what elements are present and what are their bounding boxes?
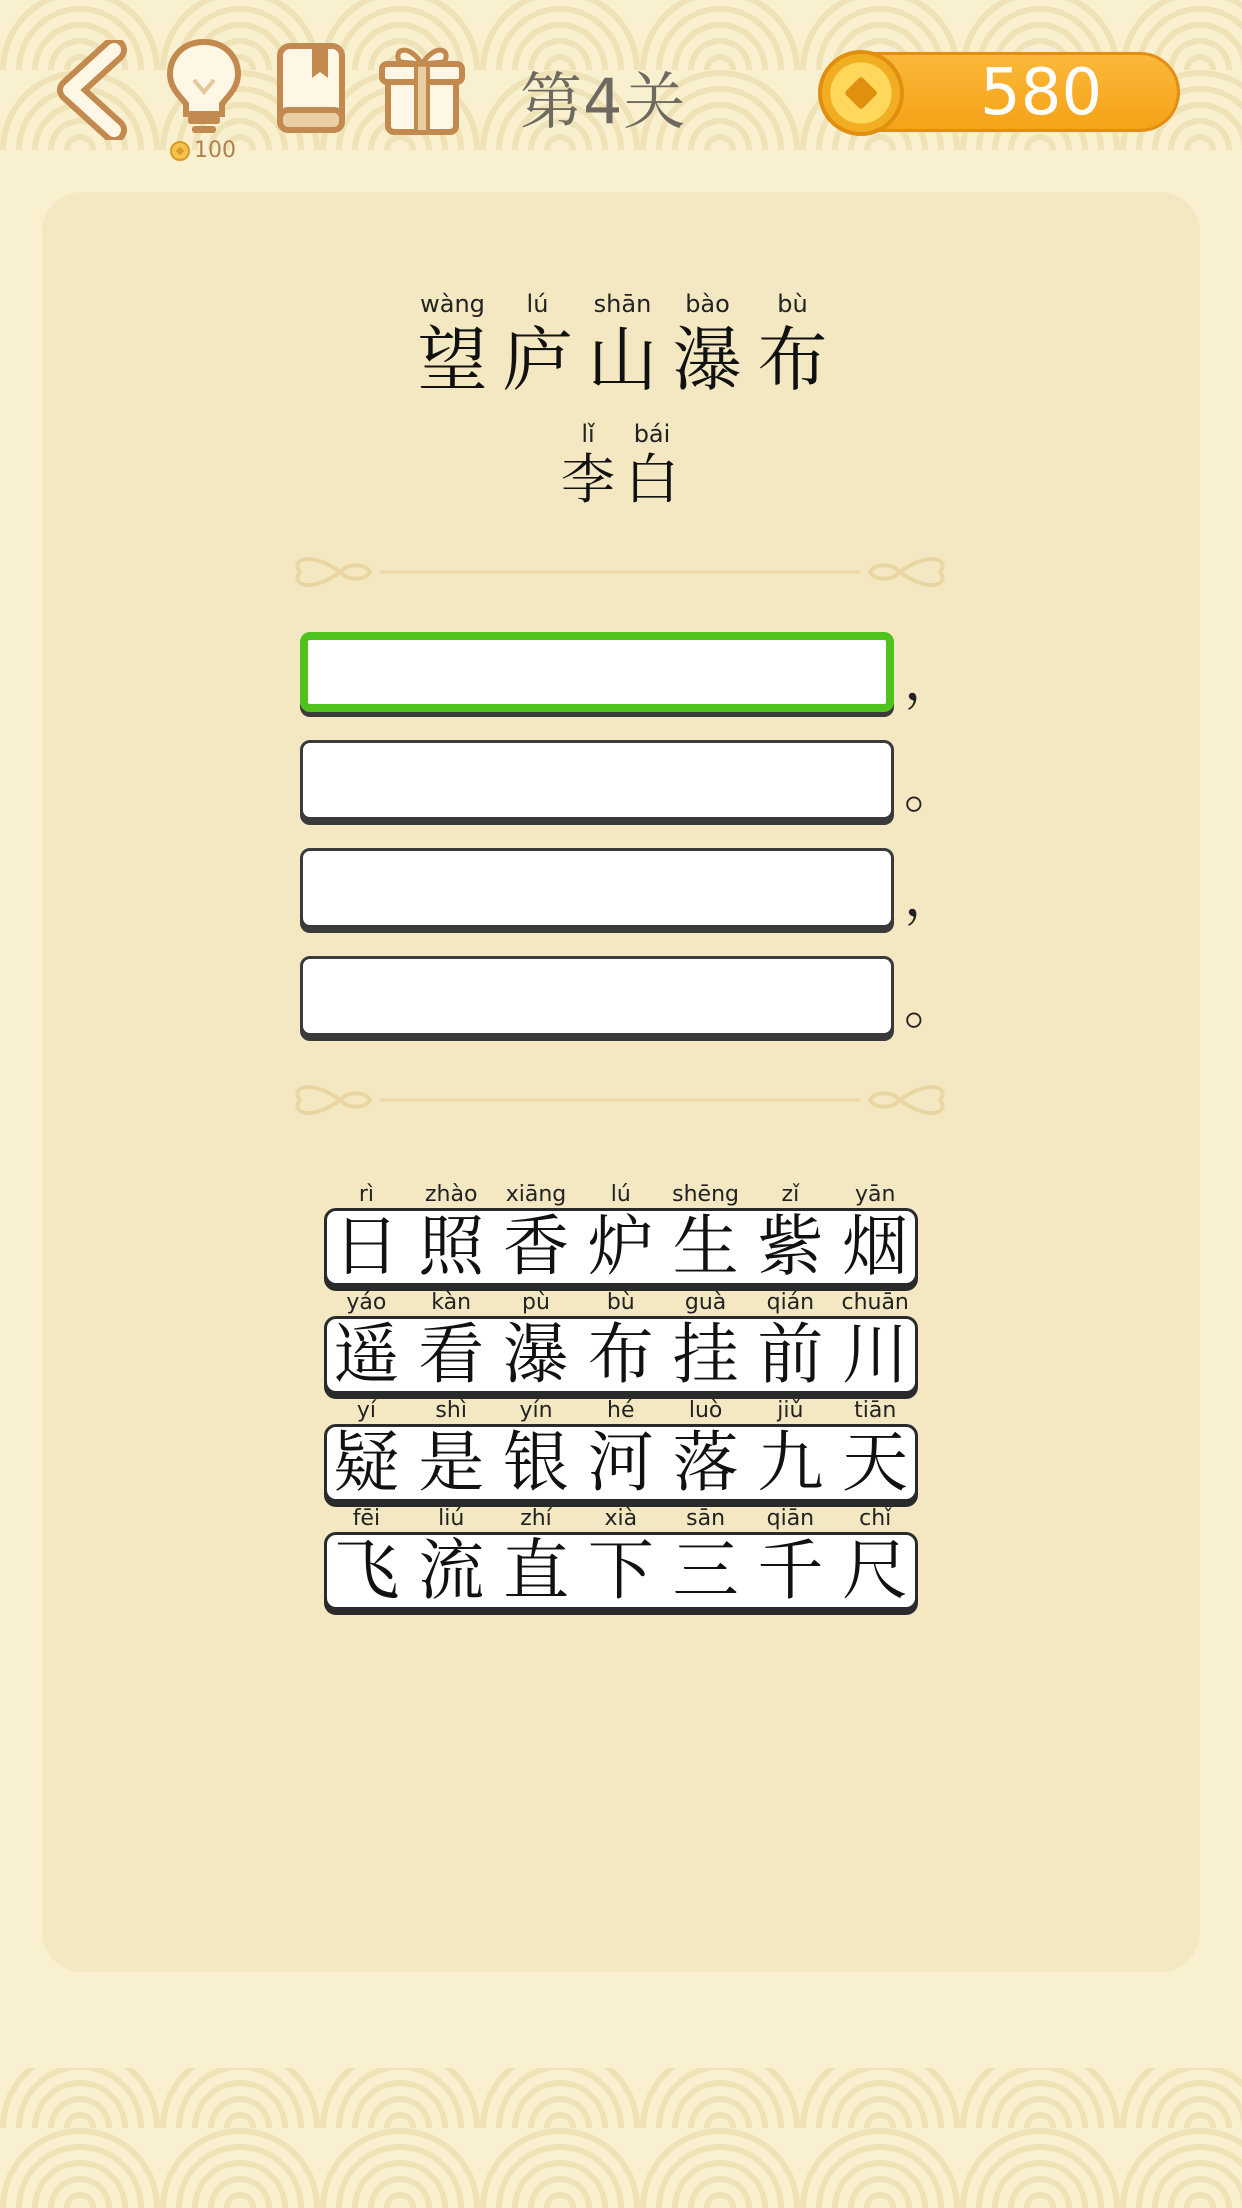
- level-title: 第4关: [520, 65, 687, 138]
- gift-icon[interactable]: [378, 38, 466, 136]
- author-char: [620, 420, 684, 510]
- hanzi: 挂: [672, 1316, 739, 1393]
- hanzi: 千: [757, 1532, 824, 1609]
- answer-slot-3[interactable]: [300, 848, 894, 928]
- choice-char: [409, 1288, 494, 1392]
- hanzi: 布: [757, 319, 828, 401]
- hanzi: 直: [502, 1532, 569, 1609]
- choice-char: [833, 1396, 918, 1500]
- lightbulb-hint-icon[interactable]: [164, 36, 244, 136]
- punctuation-mark: ，: [904, 865, 958, 928]
- hanzi: 香: [502, 1208, 569, 1285]
- hanzi: 九: [757, 1424, 824, 1501]
- pinyin: shān: [593, 290, 652, 318]
- punctuation-mark: 。: [904, 757, 958, 820]
- choice-char: [748, 1504, 833, 1608]
- pinyin: liú: [438, 1506, 465, 1531]
- hanzi: 紫: [757, 1208, 824, 1285]
- choice-char: [663, 1504, 748, 1608]
- poem-author: [556, 420, 684, 510]
- hanzi: 落: [672, 1424, 739, 1501]
- pinyin: pù: [522, 1290, 550, 1315]
- top-bar: [0, 0, 1242, 180]
- coin-icon: [170, 141, 190, 161]
- hanzi: 白: [625, 448, 679, 511]
- hanzi: 布: [587, 1316, 654, 1393]
- choice-char: [409, 1504, 494, 1608]
- bottom-wave-pattern: [0, 2068, 1242, 2208]
- title-char: [750, 290, 835, 400]
- hanzi: 望: [417, 319, 488, 401]
- title-char: [495, 290, 580, 400]
- pinyin: hé: [607, 1398, 635, 1423]
- choice-char: [324, 1396, 409, 1500]
- pinyin: lú: [610, 1182, 631, 1207]
- choice-line-text-4[interactable]: [324, 1504, 918, 1608]
- choice-char: [578, 1180, 663, 1284]
- pinyin: zhào: [424, 1182, 478, 1207]
- pinyin: qiān: [766, 1506, 815, 1531]
- hanzi: 炉: [587, 1208, 654, 1285]
- pinyin: yān: [854, 1182, 896, 1207]
- choice-char: [578, 1504, 663, 1608]
- title-char: [580, 290, 665, 400]
- pinyin: wàng: [420, 290, 485, 318]
- choice-line-text-2[interactable]: [324, 1288, 918, 1392]
- hanzi: 天: [842, 1424, 909, 1501]
- pinyin: chǐ: [859, 1506, 892, 1531]
- choice-char: [494, 1504, 579, 1608]
- pinyin: tiān: [854, 1398, 897, 1423]
- answer-slot-4[interactable]: [300, 956, 894, 1036]
- pinyin: jiǔ: [777, 1398, 804, 1423]
- hint-cost-value: 100: [194, 138, 236, 163]
- hanzi: 河: [587, 1424, 654, 1501]
- pinyin: shì: [435, 1398, 467, 1423]
- pinyin: qián: [766, 1290, 815, 1315]
- pinyin: xià: [604, 1506, 638, 1531]
- divider-ornament-bottom: [280, 1068, 960, 1128]
- back-arrow-icon[interactable]: [52, 40, 142, 140]
- hanzi: 飞: [333, 1532, 400, 1609]
- choice-char: [494, 1288, 579, 1392]
- choice-char: [748, 1180, 833, 1284]
- hanzi: 山: [587, 319, 658, 401]
- divider-ornament-top: [280, 540, 960, 600]
- choice-char: [833, 1504, 918, 1608]
- pinyin: yí: [356, 1398, 376, 1423]
- hint-cost: [170, 138, 236, 163]
- punctuation-mark: 。: [904, 973, 958, 1036]
- hanzi: 是: [418, 1424, 485, 1501]
- poem-title: [410, 290, 835, 400]
- coin-balance: 580: [980, 56, 1103, 130]
- book-icon[interactable]: [274, 40, 348, 136]
- pinyin: lǐ: [581, 420, 595, 448]
- choice-char: [748, 1396, 833, 1500]
- pinyin: bù: [606, 1290, 635, 1315]
- hanzi: 疑: [333, 1424, 400, 1501]
- pinyin: yáo: [346, 1290, 387, 1315]
- hanzi: 前: [757, 1316, 824, 1393]
- hanzi: 庐: [502, 319, 573, 401]
- coin-icon: [818, 50, 904, 136]
- hanzi: 下: [587, 1532, 654, 1609]
- pinyin: yín: [519, 1398, 553, 1423]
- pinyin: fēi: [352, 1506, 381, 1531]
- hanzi: 瀑: [672, 319, 743, 401]
- choice-char: [748, 1288, 833, 1392]
- hanzi: 看: [418, 1316, 485, 1393]
- choice-char: [494, 1180, 579, 1284]
- hanzi: 三: [672, 1532, 739, 1609]
- title-char: [665, 290, 750, 400]
- choice-char: [663, 1288, 748, 1392]
- choice-char: [494, 1396, 579, 1500]
- choice-char: [663, 1396, 748, 1500]
- punctuation-mark: ，: [904, 649, 958, 712]
- hanzi: 日: [333, 1208, 400, 1285]
- pinyin: zhí: [520, 1506, 552, 1531]
- hanzi: 瀑: [502, 1316, 569, 1393]
- answer-slot-2[interactable]: [300, 740, 894, 820]
- choice-char: [409, 1180, 494, 1284]
- choice-char: [578, 1288, 663, 1392]
- hanzi: 李: [561, 448, 615, 511]
- pinyin: shēng: [672, 1182, 740, 1207]
- choice-char: [324, 1180, 409, 1284]
- hanzi: 川: [842, 1316, 909, 1393]
- pinyin: bái: [633, 420, 671, 448]
- choice-line-text-3[interactable]: [324, 1396, 918, 1500]
- pinyin: guà: [684, 1290, 727, 1315]
- choice-char: [663, 1180, 748, 1284]
- hanzi: 尺: [842, 1532, 909, 1609]
- pinyin: chuān: [841, 1290, 909, 1315]
- hanzi: 烟: [842, 1208, 909, 1285]
- choice-char: [833, 1288, 918, 1392]
- hanzi: 照: [418, 1208, 485, 1285]
- hanzi: 遥: [333, 1316, 400, 1393]
- pinyin: lú: [526, 290, 549, 318]
- hanzi: 流: [418, 1532, 485, 1609]
- hanzi: 生: [672, 1208, 739, 1285]
- author-char: [556, 420, 620, 510]
- choice-char: [324, 1288, 409, 1392]
- choice-char: [833, 1180, 918, 1284]
- pinyin: bào: [685, 290, 730, 318]
- pinyin: bù: [777, 290, 808, 318]
- choice-char: [324, 1504, 409, 1608]
- answer-slot-1[interactable]: [300, 632, 894, 712]
- choice-line-text-1[interactable]: [324, 1180, 918, 1284]
- hanzi: 银: [502, 1424, 569, 1501]
- pinyin: luò: [688, 1398, 723, 1423]
- choice-char: [578, 1396, 663, 1500]
- title-char: [410, 290, 495, 400]
- pinyin: sān: [686, 1506, 726, 1531]
- pinyin: kàn: [431, 1290, 472, 1315]
- pinyin: rì: [358, 1182, 374, 1207]
- pinyin: zǐ: [781, 1182, 800, 1207]
- pinyin: xiāng: [505, 1182, 567, 1207]
- choice-char: [409, 1396, 494, 1500]
